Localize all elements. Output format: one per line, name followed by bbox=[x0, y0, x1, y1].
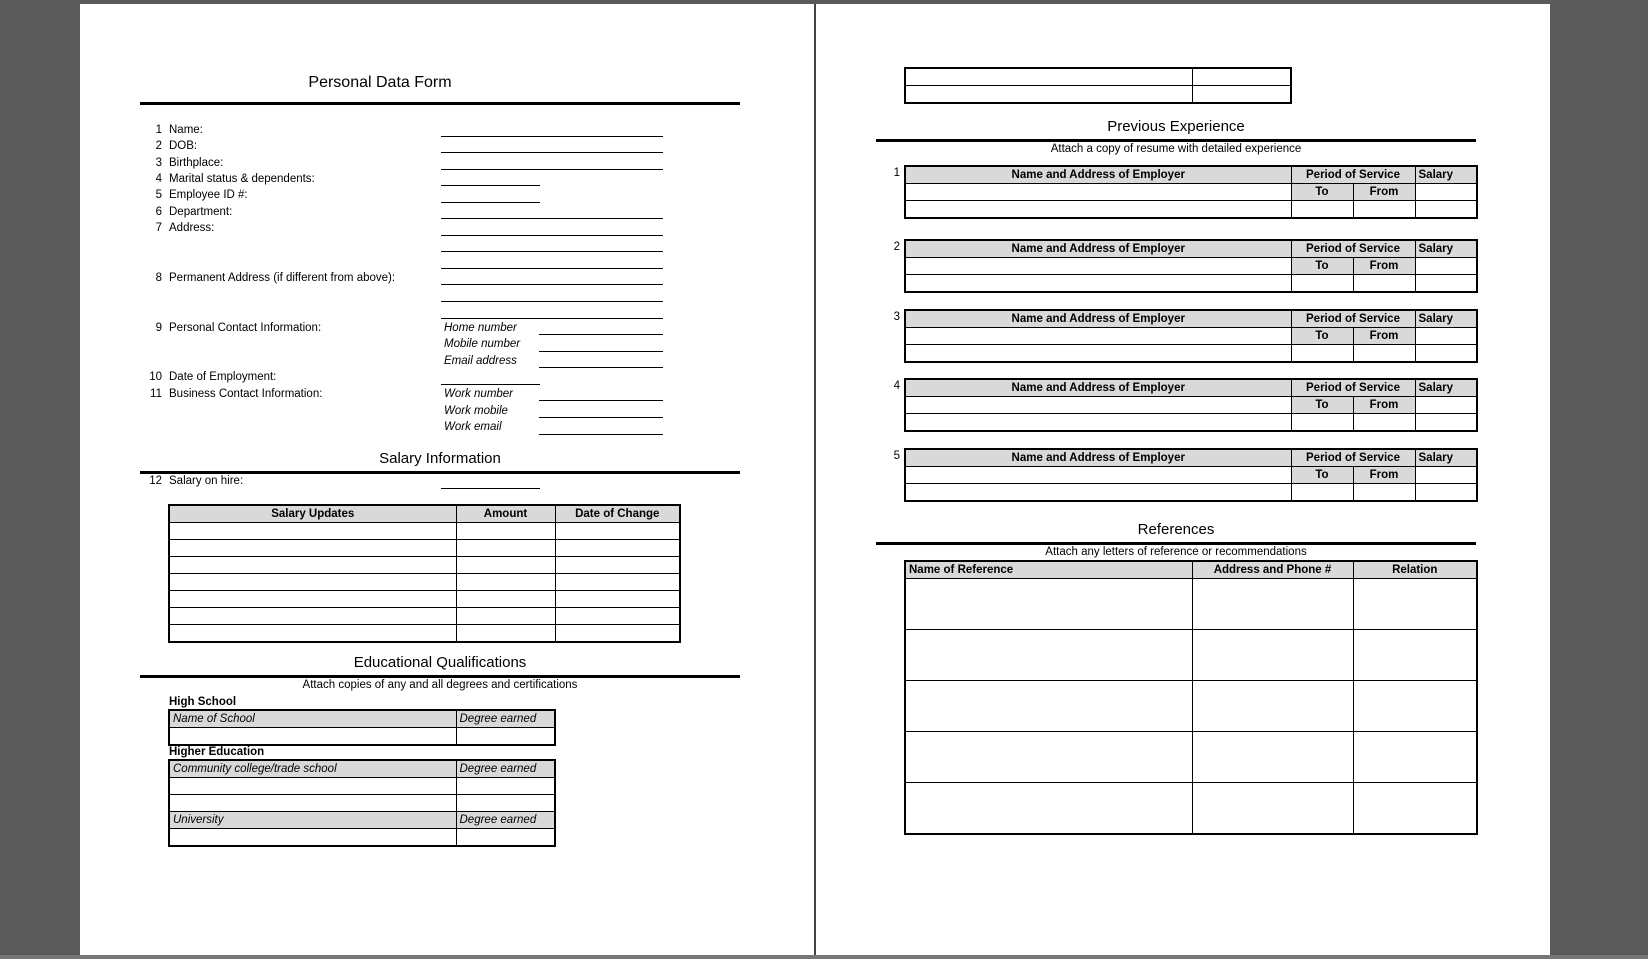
field-number: 12 bbox=[149, 475, 162, 487]
column-header-to: To bbox=[1291, 467, 1353, 484]
answer-line-marital-status[interactable] bbox=[441, 185, 540, 186]
table-cell[interactable] bbox=[905, 732, 1192, 783]
table-row bbox=[905, 484, 1477, 502]
table-row bbox=[905, 630, 1477, 681]
table-cell[interactable] bbox=[905, 783, 1192, 835]
form-title: Personal Data Form bbox=[308, 74, 452, 91]
salary-on-hire-label: Salary on hire: bbox=[169, 475, 244, 487]
work-number-label: Work number bbox=[444, 388, 514, 400]
table-row bbox=[905, 732, 1477, 783]
table-row bbox=[905, 397, 1477, 414]
work-mobile-label: Work mobile bbox=[444, 405, 508, 417]
column-header-period-of-service: Period of Service bbox=[1291, 449, 1415, 467]
table-cell[interactable] bbox=[169, 591, 456, 608]
answer-line-address[interactable] bbox=[441, 268, 663, 269]
column-header-salary: Salary bbox=[1415, 240, 1477, 258]
column-header-employer: Name and Address of Employer bbox=[905, 449, 1291, 467]
column-header-salary: Salary bbox=[1415, 379, 1477, 397]
table-row bbox=[905, 201, 1477, 219]
column-header-relation: Relation bbox=[1353, 561, 1477, 579]
continuation-table bbox=[904, 67, 1292, 104]
column-header-employer: Name and Address of Employer bbox=[905, 310, 1291, 328]
to-cell[interactable] bbox=[1291, 275, 1353, 293]
table-cell[interactable] bbox=[169, 625, 456, 643]
field-number: 4 bbox=[155, 173, 162, 185]
field-number: 2 bbox=[155, 140, 162, 152]
mobile-number-label: Mobile number bbox=[444, 338, 521, 350]
to-cell[interactable] bbox=[1291, 484, 1353, 502]
column-header-name-of-school: Name of School bbox=[169, 710, 456, 728]
table-cell[interactable] bbox=[555, 625, 680, 643]
from-cell[interactable] bbox=[1353, 484, 1415, 502]
table-row bbox=[905, 68, 1291, 86]
experience-section-title: Previous Experience bbox=[1107, 118, 1245, 135]
field-label-personal-contact: Personal Contact Information: bbox=[169, 322, 322, 334]
employer-cell[interactable] bbox=[905, 275, 1291, 293]
column-header-employer: Name and Address of Employer bbox=[905, 379, 1291, 397]
answer-line-email-address[interactable] bbox=[539, 367, 663, 368]
table-row bbox=[905, 184, 1477, 201]
table-cell[interactable] bbox=[456, 540, 555, 557]
salary-cell[interactable] bbox=[1415, 467, 1477, 484]
table-row bbox=[169, 540, 680, 557]
table-cell[interactable] bbox=[905, 681, 1192, 732]
column-header-from: From bbox=[1353, 397, 1415, 414]
answer-line-work-mobile[interactable] bbox=[539, 417, 663, 418]
experience-entry-table bbox=[904, 309, 1478, 363]
answer-line-birthplace[interactable] bbox=[441, 169, 663, 170]
column-header-salary: Salary bbox=[1415, 449, 1477, 467]
field-number: 8 bbox=[155, 272, 162, 284]
table-cell[interactable] bbox=[1192, 68, 1291, 86]
table-row bbox=[905, 345, 1477, 363]
table-row bbox=[169, 795, 555, 812]
column-header-to: To bbox=[1291, 258, 1353, 275]
answer-line-mobile-number[interactable] bbox=[539, 351, 663, 352]
table-header-row bbox=[169, 812, 555, 829]
answer-line-department[interactable] bbox=[441, 218, 663, 219]
column-header-period-of-service: Period of Service bbox=[1291, 379, 1415, 397]
table-cell[interactable] bbox=[555, 557, 680, 574]
table-header-row bbox=[169, 710, 555, 728]
answer-line-address[interactable] bbox=[441, 251, 663, 252]
table-row bbox=[169, 591, 680, 608]
field-label-permanent-address: Permanent Address (if different from above): bbox=[169, 272, 396, 284]
references-rule bbox=[876, 542, 1476, 545]
table-row bbox=[169, 625, 680, 643]
salary-cell[interactable] bbox=[1415, 328, 1477, 345]
from-cell[interactable] bbox=[1353, 345, 1415, 363]
table-header-row bbox=[905, 310, 1477, 328]
answer-line-home-number[interactable] bbox=[539, 334, 663, 335]
table-cell[interactable] bbox=[456, 795, 555, 812]
table-row bbox=[905, 783, 1477, 835]
table-cell[interactable] bbox=[456, 523, 555, 540]
field-number: 6 bbox=[155, 206, 162, 218]
employer-cell[interactable] bbox=[905, 328, 1291, 345]
table-header-row bbox=[905, 561, 1477, 579]
table-cell[interactable] bbox=[1192, 630, 1353, 681]
table-cell[interactable] bbox=[1192, 579, 1353, 630]
experience-entry-table bbox=[904, 239, 1478, 293]
answer-line-work-number[interactable] bbox=[539, 400, 663, 401]
table-row bbox=[905, 414, 1477, 432]
column-header-from: From bbox=[1353, 258, 1415, 275]
table-cell[interactable] bbox=[1353, 579, 1477, 630]
answer-line-name[interactable] bbox=[441, 136, 663, 137]
answer-line-employee-id[interactable] bbox=[441, 202, 540, 203]
column-header-from: From bbox=[1353, 467, 1415, 484]
high-school-heading: High School bbox=[169, 696, 237, 708]
answer-line-address[interactable] bbox=[441, 235, 663, 236]
salary-cell[interactable] bbox=[1415, 275, 1477, 293]
table-row bbox=[169, 574, 680, 591]
answer-line-date-of-employment[interactable] bbox=[441, 384, 540, 385]
column-header-salary: Salary bbox=[1415, 310, 1477, 328]
table-row bbox=[905, 86, 1291, 104]
table-cell[interactable] bbox=[169, 557, 456, 574]
higher-education-heading: Higher Education bbox=[169, 746, 265, 758]
references-table bbox=[904, 560, 1478, 835]
from-cell[interactable] bbox=[1353, 414, 1415, 432]
table-cell[interactable] bbox=[456, 557, 555, 574]
employer-cell[interactable] bbox=[905, 345, 1291, 363]
table-cell[interactable] bbox=[456, 591, 555, 608]
email-address-label: Email address bbox=[444, 355, 517, 367]
table-cell[interactable] bbox=[555, 523, 680, 540]
table-row bbox=[169, 608, 680, 625]
column-header-period-of-service: Period of Service bbox=[1291, 310, 1415, 328]
experience-entry-number: 1 bbox=[893, 167, 900, 179]
table-row bbox=[905, 258, 1477, 275]
table-cell[interactable] bbox=[1353, 630, 1477, 681]
table-row bbox=[905, 467, 1477, 484]
experience-entry-table bbox=[904, 378, 1478, 432]
experience-entry-table bbox=[904, 448, 1478, 502]
work-email-label: Work email bbox=[444, 421, 502, 433]
table-cell[interactable] bbox=[1192, 86, 1291, 104]
table-cell[interactable] bbox=[1353, 783, 1477, 835]
column-header-to: To bbox=[1291, 397, 1353, 414]
column-header-from: From bbox=[1353, 184, 1415, 201]
table-cell[interactable] bbox=[169, 778, 456, 795]
answer-line-permanent-address[interactable] bbox=[441, 284, 663, 285]
to-cell[interactable] bbox=[1291, 345, 1353, 363]
field-label-dob: DOB: bbox=[169, 140, 198, 152]
column-header-salary: Salary bbox=[1415, 166, 1477, 184]
answer-line-salary-on-hire[interactable] bbox=[441, 488, 540, 489]
column-header-degree-earned: Degree earned bbox=[456, 760, 555, 778]
column-header-period-of-service: Period of Service bbox=[1291, 166, 1415, 184]
references-subtitle: Attach any letters of reference or recommendations bbox=[1045, 546, 1307, 558]
table-header-row bbox=[169, 505, 680, 523]
column-header-employer: Name and Address of Employer bbox=[905, 166, 1291, 184]
experience-entry-number: 2 bbox=[893, 241, 900, 253]
salary-cell[interactable] bbox=[1415, 414, 1477, 432]
answer-line-work-email[interactable] bbox=[539, 434, 663, 435]
table-row bbox=[169, 523, 680, 540]
table-cell[interactable] bbox=[1192, 732, 1353, 783]
column-header-address-and-phone: Address and Phone # bbox=[1192, 561, 1353, 579]
field-label-department: Department: bbox=[169, 206, 233, 218]
field-label-date-of-employment: Date of Employment: bbox=[169, 371, 277, 383]
column-header-period-of-service: Period of Service bbox=[1291, 240, 1415, 258]
column-header-degree-earned: Degree earned bbox=[456, 710, 555, 728]
table-cell[interactable] bbox=[905, 68, 1192, 86]
salary-cell[interactable] bbox=[1415, 397, 1477, 414]
salary-updates-table bbox=[168, 504, 681, 643]
experience-entry-number: 3 bbox=[893, 311, 900, 323]
table-cell[interactable] bbox=[905, 630, 1192, 681]
column-header-employer: Name and Address of Employer bbox=[905, 240, 1291, 258]
table-cell[interactable] bbox=[456, 829, 555, 847]
field-label-address: Address: bbox=[169, 222, 215, 234]
experience-entry-number: 4 bbox=[893, 380, 900, 392]
employer-cell[interactable] bbox=[905, 467, 1291, 484]
salary-cell[interactable] bbox=[1415, 345, 1477, 363]
field-label-business-contact: Business Contact Information: bbox=[169, 388, 323, 400]
table-cell[interactable] bbox=[169, 574, 456, 591]
table-cell[interactable] bbox=[905, 86, 1192, 104]
table-cell[interactable] bbox=[1353, 732, 1477, 783]
employer-cell[interactable] bbox=[905, 397, 1291, 414]
employer-cell[interactable] bbox=[905, 484, 1291, 502]
table-cell[interactable] bbox=[169, 523, 456, 540]
table-cell[interactable] bbox=[555, 591, 680, 608]
answer-line-dob[interactable] bbox=[441, 152, 663, 153]
column-header-to: To bbox=[1291, 328, 1353, 345]
table-cell[interactable] bbox=[1192, 681, 1353, 732]
answer-line-permanent-address[interactable] bbox=[441, 318, 663, 319]
table-cell[interactable] bbox=[169, 795, 456, 812]
field-number: 11 bbox=[150, 388, 162, 400]
table-row bbox=[905, 275, 1477, 293]
table-cell[interactable] bbox=[555, 608, 680, 625]
salary-cell[interactable] bbox=[1415, 484, 1477, 502]
table-cell[interactable] bbox=[456, 728, 555, 746]
employer-cell[interactable] bbox=[905, 258, 1291, 275]
table-row bbox=[169, 728, 555, 746]
column-header-name-of-reference: Name of Reference bbox=[905, 561, 1192, 579]
field-number: 7 bbox=[155, 222, 162, 234]
employer-cell[interactable] bbox=[905, 414, 1291, 432]
viewer-bottom-edge bbox=[0, 955, 1648, 959]
column-header-degree-earned: Degree earned bbox=[456, 812, 555, 829]
salary-cell[interactable] bbox=[1415, 201, 1477, 219]
table-header-row bbox=[905, 240, 1477, 258]
column-header-community-college: Community college/trade school bbox=[169, 760, 456, 778]
table-cell[interactable] bbox=[1353, 681, 1477, 732]
table-row bbox=[169, 557, 680, 574]
form-page-left bbox=[80, 4, 814, 955]
table-row bbox=[905, 681, 1477, 732]
title-rule bbox=[140, 102, 740, 105]
field-label-employee-id: Employee ID #: bbox=[169, 189, 248, 201]
higher-education-table bbox=[168, 759, 556, 847]
table-row bbox=[905, 328, 1477, 345]
education-subtitle: Attach copies of any and all degrees and certifications bbox=[302, 679, 578, 691]
employer-cell[interactable] bbox=[905, 201, 1291, 219]
column-header-university: University bbox=[169, 812, 456, 829]
high-school-table bbox=[168, 709, 556, 746]
table-cell[interactable] bbox=[169, 829, 456, 847]
table-row bbox=[169, 778, 555, 795]
table-row bbox=[169, 829, 555, 847]
field-label-marital-status: Marital status & dependents: bbox=[169, 173, 315, 185]
education-rule bbox=[140, 675, 740, 678]
salary-cell[interactable] bbox=[1415, 258, 1477, 275]
table-header-row bbox=[905, 166, 1477, 184]
experience-entry-table bbox=[904, 165, 1478, 219]
table-row bbox=[905, 579, 1477, 630]
form-page-right bbox=[816, 4, 1550, 955]
table-cell[interactable] bbox=[169, 608, 456, 625]
table-cell[interactable] bbox=[555, 574, 680, 591]
field-number: 3 bbox=[155, 157, 162, 169]
table-cell[interactable] bbox=[905, 579, 1192, 630]
home-number-label: Home number bbox=[444, 322, 517, 334]
field-number: 9 bbox=[155, 322, 162, 334]
field-number: 10 bbox=[149, 371, 162, 383]
column-header-from: From bbox=[1353, 328, 1415, 345]
table-cell[interactable] bbox=[456, 625, 555, 643]
field-label-name: Name: bbox=[169, 124, 203, 136]
to-cell[interactable] bbox=[1291, 414, 1353, 432]
education-section-title: Educational Qualifications bbox=[353, 654, 527, 671]
field-number: 5 bbox=[155, 189, 162, 201]
from-cell[interactable] bbox=[1353, 275, 1415, 293]
table-cell[interactable] bbox=[456, 574, 555, 591]
field-label-birthplace: Birthplace: bbox=[169, 157, 224, 169]
experience-rule bbox=[876, 139, 1476, 142]
salary-section-title: Salary Information bbox=[379, 450, 501, 467]
table-header-row bbox=[169, 760, 555, 778]
field-number: 1 bbox=[155, 124, 162, 136]
experience-entry-number: 5 bbox=[893, 450, 900, 462]
table-cell[interactable] bbox=[169, 728, 456, 746]
from-cell[interactable] bbox=[1353, 201, 1415, 219]
employer-cell[interactable] bbox=[905, 184, 1291, 201]
column-header-amount: Amount bbox=[456, 505, 555, 523]
experience-subtitle: Attach a copy of resume with detailed experience bbox=[1050, 143, 1302, 155]
table-cell[interactable] bbox=[456, 608, 555, 625]
references-section-title: References bbox=[1137, 521, 1215, 538]
table-cell[interactable] bbox=[555, 540, 680, 557]
salary-cell[interactable] bbox=[1415, 184, 1477, 201]
table-header-row bbox=[905, 449, 1477, 467]
table-cell[interactable] bbox=[1192, 783, 1353, 835]
table-header-row bbox=[905, 379, 1477, 397]
to-cell[interactable] bbox=[1291, 201, 1353, 219]
answer-line-permanent-address[interactable] bbox=[441, 301, 663, 302]
table-cell[interactable] bbox=[169, 540, 456, 557]
column-header-date-of-change: Date of Change bbox=[555, 505, 680, 523]
table-cell[interactable] bbox=[456, 778, 555, 795]
column-header-to: To bbox=[1291, 184, 1353, 201]
column-header-salary-updates: Salary Updates bbox=[169, 505, 456, 523]
